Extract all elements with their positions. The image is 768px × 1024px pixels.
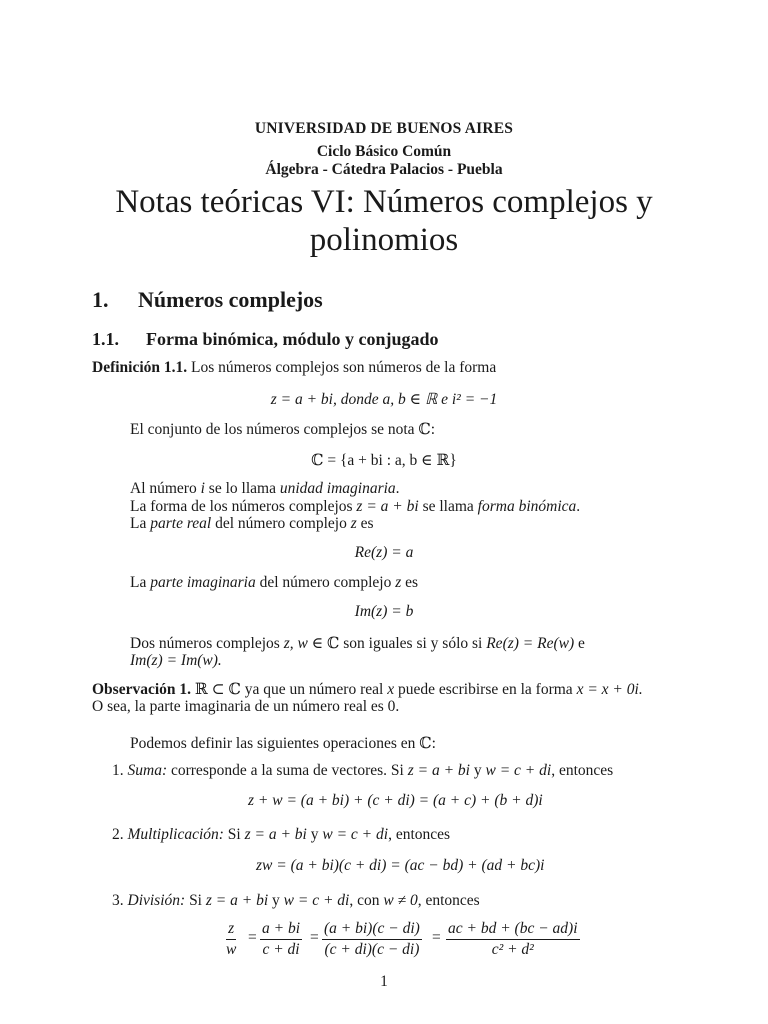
math-expr: w = c + di [322, 826, 389, 843]
text-fragment: corresponde a la suma de vectores. Si [167, 762, 408, 779]
fraction-result [446, 920, 580, 959]
text-fragment: Al número [130, 480, 201, 497]
fraction-denominator: c + di [262, 941, 300, 958]
text-fragment: , con [349, 892, 384, 909]
text-fragment: puede escribirse en la forma [394, 681, 577, 698]
subsection-heading [92, 329, 439, 350]
text-fragment: . [395, 480, 400, 497]
cycle-name: Ciclo Básico Común [316, 143, 452, 160]
math-expr: w ≠ 0 [383, 892, 418, 909]
text-fragment: del número complejo [211, 515, 351, 532]
text-fragment: es [401, 574, 419, 591]
term-emphasis: forma binómica [477, 498, 577, 515]
math-expr: w = c + di [283, 892, 350, 909]
text-fragment: La forma de los números complejos [130, 498, 357, 515]
real-part-formula: Re(z) = a [354, 544, 414, 561]
text-fragment: Si [223, 826, 245, 843]
fraction-denominator: w [226, 941, 237, 958]
section-number: 1. [92, 287, 109, 312]
term-emphasis: parte real [150, 515, 212, 532]
text-fragment: es [356, 515, 374, 532]
math-expr: z = a + bi [205, 892, 269, 909]
term-emphasis: parte imaginaria [150, 574, 256, 591]
math-expr: w = c + di [485, 762, 552, 779]
observation-label: Observación 1. [92, 681, 192, 698]
text-fragment: se lo llama [204, 480, 280, 497]
list-number: 1. [112, 762, 124, 779]
fraction-denominator: c² + d² [491, 941, 534, 958]
set-formula: ℂ = {a + bi : a, b ∈ ℝ} [311, 452, 457, 469]
text-fragment: ℝ ⊂ ℂ ya que un número real [191, 681, 388, 698]
equality-line-2: Im(z) = Im(w). [130, 652, 222, 669]
text-fragment: . [576, 498, 581, 515]
subsection-number: 1.1. [92, 329, 119, 349]
math-expr: z = a + bi [356, 498, 419, 515]
imaginary-unit-line [130, 480, 400, 498]
definition-text: Los números complejos son números de la forma [191, 359, 497, 376]
observation-line-2: O sea, la parte imaginaria de un número real es 0. [92, 698, 400, 715]
text-fragment: y [268, 892, 284, 909]
term-emphasis: unidad imaginaria [279, 480, 396, 497]
text-fragment: La [130, 574, 151, 591]
operation-item-sum [112, 762, 613, 780]
imag-part-formula: Im(z) = b [354, 603, 414, 620]
operation-item-multiplication [112, 826, 450, 844]
course-name: Álgebra - Cátedra Palacios - Puebla [265, 161, 503, 178]
set-intro: El conjunto de los números complejos se nota ℂ: [130, 421, 436, 438]
operation-name: División: [127, 892, 186, 909]
text-fragment: La [130, 515, 151, 532]
definition-label: Definición 1.1. [92, 359, 188, 376]
section-title: Números complejos [138, 287, 323, 312]
text-fragment: se llama [418, 498, 478, 515]
math-var: z [395, 574, 402, 591]
equals-sign: = [432, 929, 441, 946]
math-expr: z = a + bi [407, 762, 470, 779]
math-var: x [387, 681, 395, 698]
math-var: z, w [283, 635, 308, 652]
text-fragment: Dos números complejos [130, 635, 284, 652]
math-var: i [200, 480, 205, 497]
text-fragment: , entonces [388, 826, 451, 843]
text-fragment: Si [185, 892, 206, 909]
real-part-line [130, 515, 374, 533]
observation-line [92, 680, 643, 699]
math-var: z [350, 515, 357, 532]
list-number: 2. [112, 826, 124, 843]
document-title-line2: polinomios [309, 222, 459, 258]
sum-formula: z + w = (a + bi) + (c + di) = (a + c) + (b + d)i [248, 792, 543, 809]
binomial-form-line [130, 498, 580, 516]
fraction-conjugate-product [322, 920, 422, 959]
list-number: 3. [112, 892, 124, 909]
subsection-title: Forma binómica, módulo y conjugado [146, 329, 439, 349]
fraction-binomial [260, 920, 302, 959]
text-fragment: ∈ ℂ son iguales si y sólo si [307, 635, 487, 652]
operations-intro: Podemos definir las siguientes operaciones en ℂ: [130, 735, 436, 752]
equals-sign: = [248, 929, 257, 946]
equals-sign: = [310, 929, 319, 946]
text-fragment: , entonces [551, 762, 614, 779]
definition-line [92, 359, 496, 377]
university-name: UNIVERSIDAD DE BUENOS AIRES [254, 120, 514, 137]
operation-name: Suma: [127, 762, 168, 779]
text-fragment: y [306, 826, 323, 843]
equality-line [130, 634, 585, 653]
text-fragment: del número complejo [255, 574, 396, 591]
fraction-numerator: a + bi [260, 920, 302, 940]
text-fragment: , entonces [417, 892, 480, 909]
imag-part-line [130, 574, 418, 592]
fraction-z-over-w [226, 920, 236, 959]
fraction-numerator: z [226, 920, 236, 940]
fraction-denominator: (c + di)(c − di) [324, 941, 420, 958]
math-expr: z = a + bi [244, 826, 307, 843]
text-fragment: e [574, 635, 585, 652]
page-number: 1 [380, 973, 388, 990]
fraction-numerator: ac + bd + (bc − ad)i [446, 920, 580, 940]
operation-name: Multiplicación: [127, 826, 224, 843]
multiplication-formula: zw = (a + bi)(c + di) = (ac − bd) + (ad + bc)i [256, 857, 545, 874]
operation-item-division [112, 892, 480, 910]
text-fragment: y [469, 762, 486, 779]
math-expr: x = x + 0i. [576, 681, 643, 698]
document-title-line1: Notas teóricas VI: Números complejos y [115, 184, 653, 220]
section-heading [92, 287, 323, 313]
math-expr: Re(z) = Re(w) [486, 635, 575, 652]
fraction-numerator: (a + bi)(c − di) [322, 920, 422, 940]
definition-formula: z = a + bi, donde a, b ∈ ℝ e i² = −1 [270, 391, 498, 408]
